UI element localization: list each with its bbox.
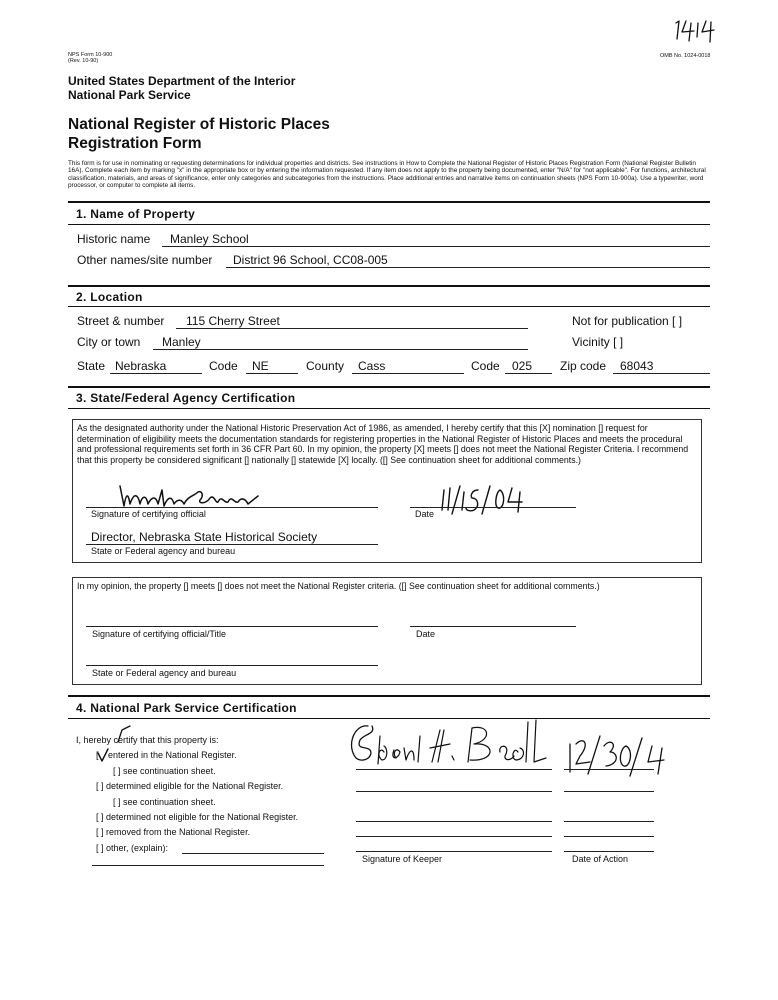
form-instructions: This form is for use in nominating or requesting determinations for individual properties and districts. See instructions in How to Complete the National Register of Historic Places Registration Form (National Register Bulletin 16A). Complete each item by marking "x" in the appropriate box or by entering the information requested. If any item does not apply to the property being documented, enter "N/A" for "not applicable". For functions, architectural classification, materials, and areas of significance, enter only categories and subcategories from the instructions. Place additional entries and narrative items on continuation sheets (NPS Form 10-900a). Use a typewriter, word processor, or computer to complete all items. — [68, 160, 706, 190]
county-code-field[interactable] — [505, 373, 552, 374]
county-code-value: 025 — [512, 359, 533, 373]
opinion-agency-line[interactable] — [86, 665, 378, 666]
state-code-label: Code — [209, 359, 238, 373]
certification-date-label: Date — [415, 509, 435, 519]
zip-label: Zip code — [560, 359, 607, 373]
opinion-agency-label: State or Federal agency and bureau — [92, 668, 237, 678]
keeper-signature-line-2[interactable] — [356, 791, 552, 792]
state-code-value: NE — [252, 359, 269, 373]
certifying-agency-line[interactable] — [86, 544, 378, 545]
nps-item-removed[interactable]: [ ] removed from the National Register. — [96, 827, 251, 837]
city-label: City or town — [77, 335, 141, 349]
vicinity-checkbox[interactable]: Vicinity [ ] — [572, 335, 624, 349]
agency-line-2: National Park Service — [68, 88, 191, 102]
section-2-top-rule — [68, 285, 710, 287]
county-label: County — [306, 359, 345, 373]
section-1-top-rule — [68, 201, 710, 203]
street-label: Street & number — [77, 314, 165, 328]
state-certification-text: As the designated authority under the National Historic Preservation Act of 1986, as amended, I hereby certify that this [X] nomination [] request for determination of eligibility meets the documentation standards for registering properties in the National Register of Historic Places and meets the procedural and professional requirements set forth in 36 CFR Part 60. In my opinion, the property [X] meets [] does not meet the National Register Criteria. I recommend that this property be considered significant [] nationally [] statewide [X] locally. ([] See continuation sheet for additional comments.) — [77, 423, 689, 465]
entered-checkbox[interactable]: [ — [96, 750, 99, 760]
zip-value: 68043 — [620, 359, 654, 373]
keeper-signature-label: Signature of Keeper — [362, 854, 443, 864]
county-code-label: Code — [471, 359, 500, 373]
other-explain-line[interactable] — [182, 853, 324, 854]
section-3-title: 3. State/Federal Agency Certification — [76, 391, 296, 405]
county-value: Cass — [358, 359, 386, 373]
historic-name-field[interactable] — [162, 246, 710, 247]
certification-date-handwritten — [438, 482, 548, 518]
street-value: 115 Cherry Street — [186, 314, 280, 328]
form-title-line-1: National Register of Historic Places — [68, 116, 330, 133]
nps-certify-intro: I, hereby certify that this property is: — [76, 735, 219, 745]
section-3-title-rule — [68, 408, 710, 409]
certification-date-line[interactable] — [410, 507, 576, 508]
keeper-date-line-2[interactable] — [564, 791, 654, 792]
other-names-value: District 96 School, CC08-005 — [233, 253, 388, 267]
opinion-signature-line[interactable] — [86, 626, 378, 627]
other-names-label: Other names/site number — [77, 253, 213, 267]
date-of-action-label: Date of Action — [572, 854, 629, 864]
section-2-title-rule — [68, 306, 710, 307]
section-4-title: 4. National Park Service Certification — [76, 701, 297, 715]
keeper-signature-line-5[interactable] — [356, 851, 552, 852]
form-number: NPS Form 10-900 — [68, 52, 113, 58]
city-field[interactable] — [153, 349, 528, 350]
certifying-agency-label: State or Federal agency and bureau — [91, 546, 236, 556]
historic-name-label: Historic name — [77, 232, 151, 246]
form-revision: (Rev. 10-90) — [68, 58, 99, 64]
keeper-signature-line-4[interactable] — [356, 836, 552, 837]
other-names-field[interactable] — [226, 267, 710, 268]
not-for-publication-checkbox[interactable]: Not for publication [ ] — [572, 314, 683, 328]
nps-item-not-eligible[interactable]: [ ] determined not eligible for the National Register. — [96, 812, 299, 822]
keeper-signature — [340, 716, 560, 774]
state-value: Nebraska — [115, 359, 167, 373]
certifying-official-signature-line[interactable] — [86, 507, 378, 508]
section-3-top-rule — [68, 386, 710, 388]
certifying-official-signature-label: Signature of certifying official — [91, 509, 206, 519]
keeper-date-line-1[interactable] — [564, 769, 654, 770]
keeper-signature-line-3[interactable] — [356, 821, 552, 822]
county-field[interactable] — [352, 373, 464, 374]
section-4-top-rule — [68, 695, 710, 697]
state-field[interactable] — [110, 373, 202, 374]
form-title-line-2: Registration Form — [68, 135, 202, 152]
street-field[interactable] — [176, 328, 528, 329]
state-code-field[interactable] — [246, 373, 298, 374]
section-2-title: 2. Location — [76, 290, 143, 304]
opinion-date-line[interactable] — [410, 626, 576, 627]
nps-item-entered-continuation[interactable]: [ ] see continuation sheet. — [113, 766, 216, 776]
city-value: Manley — [162, 335, 201, 349]
nps-item-entered[interactable]: entered in the National Register. — [108, 750, 237, 760]
date-of-action-handwritten — [566, 732, 676, 778]
section-1-title: 1. Name of Property — [76, 207, 196, 221]
nps-item-eligible[interactable]: [ ] determined eligible for the National Register. — [96, 781, 284, 791]
nps-item-other[interactable]: [ ] other, (explain): — [96, 843, 169, 853]
opinion-date-label: Date — [416, 629, 436, 639]
handwritten-reference-number — [672, 15, 722, 45]
omb-number: OMB No. 1024-0018 — [660, 53, 711, 59]
historic-name-value: Manley School — [170, 232, 249, 246]
opinion-text: In my opinion, the property [] meets [] does not meet the National Register criteria. ([] See continuation sheet for additional comments.) — [77, 581, 600, 591]
certifying-agency-value: Director, Nebraska State Historical Society — [91, 530, 318, 544]
section-1-title-rule — [68, 224, 710, 225]
opinion-signature-label: Signature of certifying official/Title — [92, 629, 227, 639]
other-explain-line-2[interactable] — [92, 865, 324, 866]
agency-line-1: United States Department of the Interior — [68, 74, 296, 88]
keeper-signature-line-1[interactable] — [356, 769, 552, 770]
nps-item-eligible-continuation[interactable]: [ ] see continuation sheet. — [113, 797, 216, 807]
keeper-date-line-3[interactable] — [564, 821, 654, 822]
keeper-date-line-5[interactable] — [564, 851, 654, 852]
zip-field[interactable] — [613, 373, 710, 374]
nps-check-mark — [116, 724, 134, 746]
keeper-date-line-4[interactable] — [564, 836, 654, 837]
state-label: State — [77, 359, 106, 373]
